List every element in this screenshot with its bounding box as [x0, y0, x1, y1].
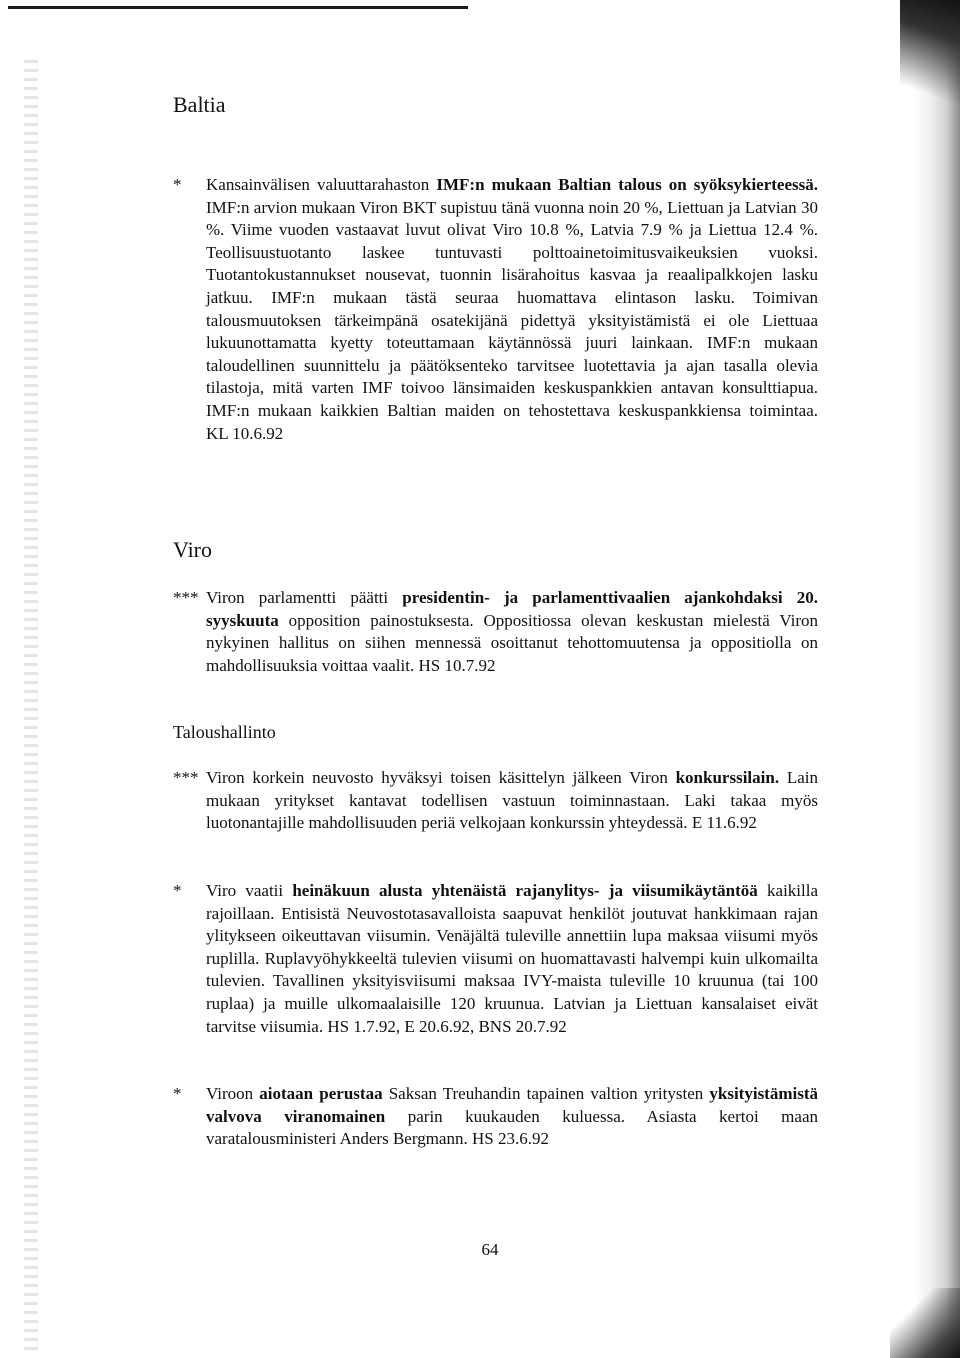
item-text	[206, 174, 818, 445]
page-number: 64	[481, 1240, 499, 1259]
item-text-emphasis: yksityistämistä valvova viranomainen	[206, 1084, 819, 1126]
scan-top-rule	[8, 6, 468, 9]
item-marker: *	[173, 881, 182, 900]
item-text-part: Viroon	[206, 1084, 260, 1103]
item-text-part: parin kuukauden kuluessa. Asiasta kertoi maan varatalousministeri Anders Bergmann.	[206, 1106, 818, 1149]
scan-right-edge	[914, 0, 960, 1358]
item-text	[206, 767, 818, 835]
news-item-baltia-1	[173, 174, 818, 445]
item-text-emphasis: aiotaan perustaa	[259, 1084, 383, 1103]
section-heading-baltia: Baltia	[173, 92, 226, 117]
item-source: HS 1.7.92, E 20.6.92, BNS 20.7.92	[327, 1016, 567, 1036]
item-text-part: Kansainvälisen valuuttarahaston	[206, 175, 437, 194]
item-text-part: IMF:n arvion mukaan Viron BKT supistuu tänä vuonna noin 20 %, Liettuan ja Latvian 30 %. Viime vuoden vastaavat luvut olivat Viro 10.8 %, Latvia 7.9 % ja Liettua 12.4 %. Teollisuustuotanto laskee tuntuvasti polttoainetoimitusvaikeuksien vuoksi. Tuotantokustannukset nousevat, tuonnin lisärahoitus kasvaa ja reaalipalkkojen lasku jatkuu. IMF:n mukaan tästä seuraa huomattava elintason lasku. Toimivan talousmuutoksen tärkeimpänä osatekijänä pidettyä yksityistämistä ei ole Liettuaa lukuunottamatta kyetty toteuttamaan käytännössä juuri lainkaan. IMF:n mukaan taloudellinen suunnittelu ja päätöksenteko tarvitsee luotettavia ja ajan tasalla olevia tilastoja, mitä varten IMF toivoo länsimaiden keskuspankkien antavan konsulttiapua. IMF:n mukaan kaikkien Baltian maiden on tehostettava keskuspankkiensa toimintaa.	[206, 197, 818, 420]
item-text-part: Lain mukaan yritykset kantavat todellisen vastuun toiminnastaan. Laki takaa myös luotonantajille mahdollisuuden periä velkojaan konkurssin yhteydessä.	[206, 768, 818, 833]
item-text-part: Viron korkein neuvosto hyväksyi toisen käsittelyn jälkeen Viron	[206, 768, 676, 787]
scan-corner-shadow	[900, 0, 960, 120]
item-marker: ***	[173, 768, 199, 787]
item-text-part: Viron parlamentti päätti	[206, 588, 403, 607]
section-heading-taloushallinto: Taloushallinto	[173, 722, 276, 742]
item-text-emphasis: heinäkuun alusta yhtenäistä rajanylitys- ja viisumikäytäntöä	[292, 881, 758, 900]
item-source: E 11.6.92	[691, 813, 757, 833]
item-text-emphasis: presidentin- ja parlamenttivaalien ajankohdaksi 20. syyskuuta	[206, 588, 818, 630]
item-text-part: opposition painostuksesta. Oppositiossa olevan keskustan mielestä Viron nykyinen hallitus on siihen mennessä osoittanut tehottomuutensa ja oppositiolla on mahdollisuuksia voittaa vaalit.	[206, 610, 818, 675]
scan-bottom-corner-shadow	[890, 1288, 960, 1358]
item-text-emphasis: konkurssilain.	[675, 768, 780, 787]
scan-left-edge	[24, 60, 38, 1350]
item-text	[206, 587, 818, 677]
news-item-taloushallinto-2	[173, 880, 818, 1038]
news-item-viro-1	[173, 587, 818, 677]
item-source: KL 10.6.92	[206, 423, 284, 443]
item-marker: *	[173, 175, 182, 194]
item-source: HS 10.7.92	[418, 655, 496, 675]
item-text-part: kaikilla rajoillaan. Entisistä Neuvostotasavalloista saapuvat henkilöt joutuvat hankkimaan rajan ylitykseen oikeuttavan viisumin. Venäjältä tuleville annettiin lupa maksaa viisumi myös ruplilla. Ruplavyöhykkeeltä tulevien viisumi on huomattavasti halvempi kuin ulkomailta tulevien. Tavallinen yksityisviisumi maksaa IVY-maista tuleville 10 kruunua (tai 100 ruplaa) ja muille ulkomaalaisille 120 kruunua. Latvian ja Liettuan kansalaiset eivät tarvitse viisumia.	[206, 881, 819, 1036]
item-source: HS 23.6.92	[471, 1129, 549, 1149]
item-marker: ***	[173, 588, 199, 607]
item-marker: *	[173, 1084, 182, 1103]
item-text-part: Viro vaatii	[206, 881, 293, 900]
item-text	[206, 1083, 818, 1151]
item-text-part: Saksan Treuhandin tapainen valtion yritysten	[382, 1084, 710, 1103]
item-text-emphasis: IMF:n mukaan Baltian talous on syöksykierteessä.	[436, 175, 818, 194]
section-heading-viro: Viro	[173, 537, 213, 562]
item-text	[206, 880, 818, 1038]
news-item-taloushallinto-1	[173, 767, 818, 835]
news-item-taloushallinto-3	[173, 1083, 818, 1151]
